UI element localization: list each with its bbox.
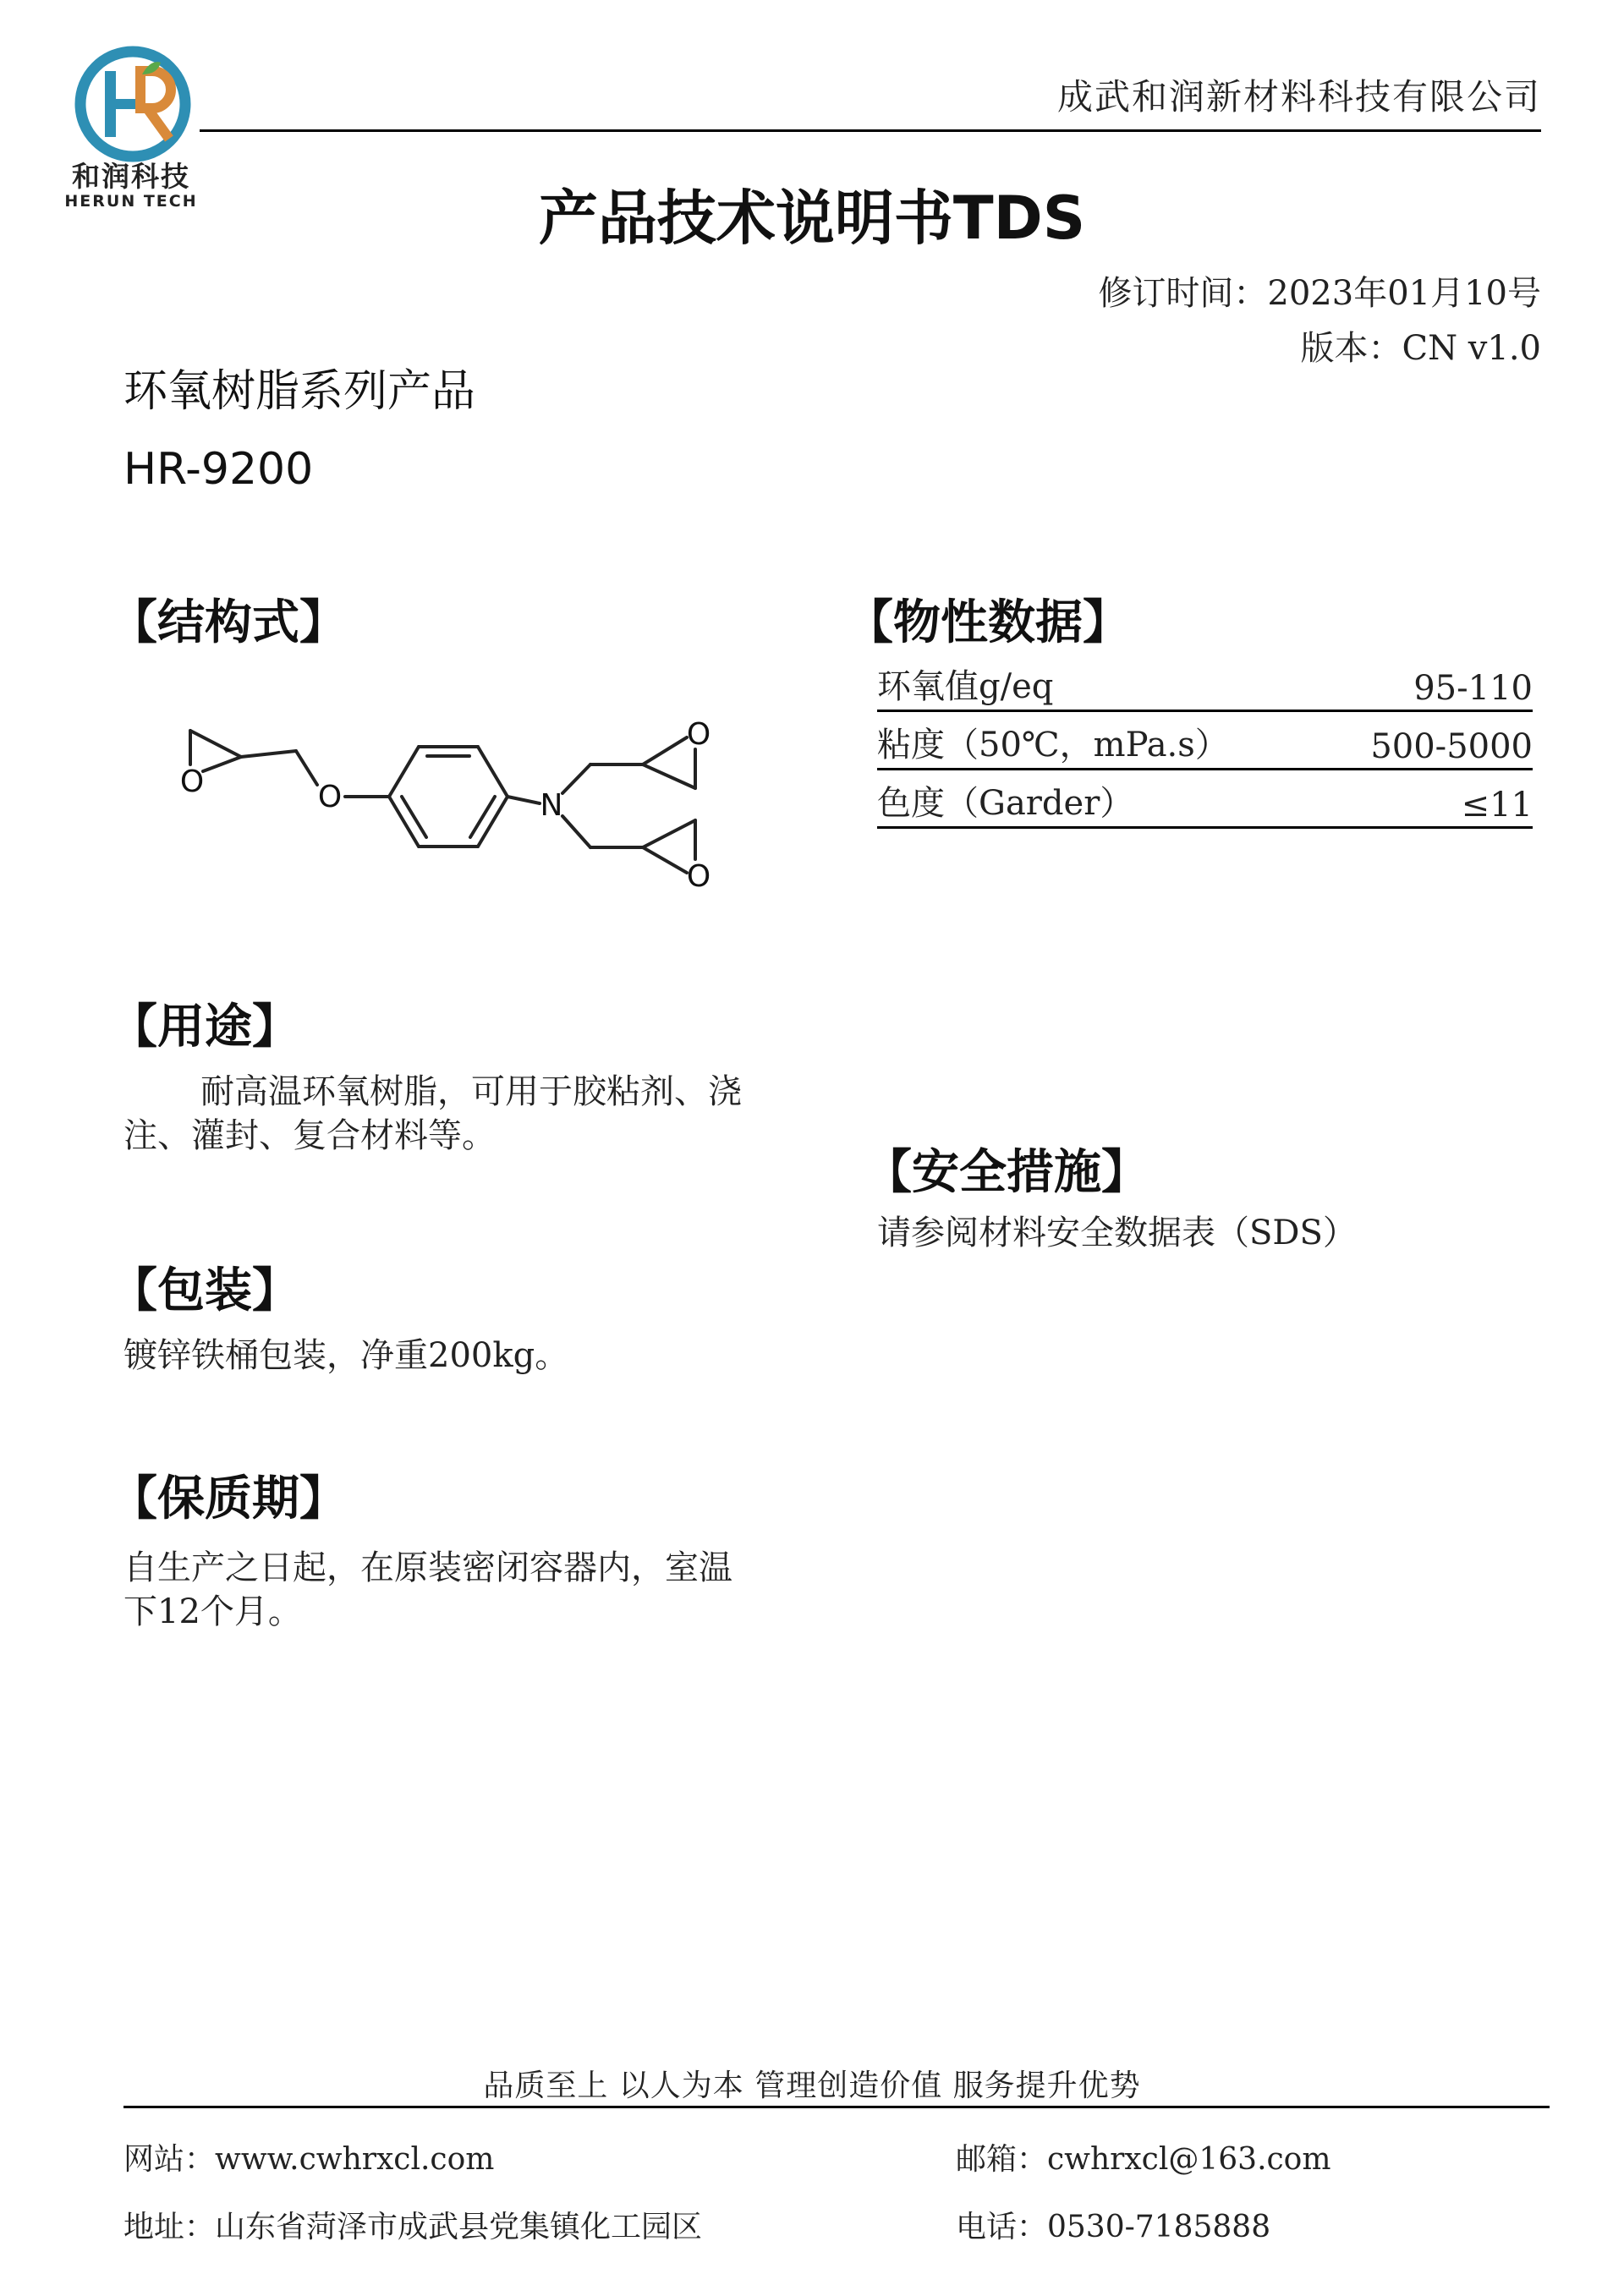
usage-heading: 【用途】: [110, 1000, 299, 1055]
property-value: 95-110: [1413, 669, 1533, 708]
company-logo-icon: [69, 41, 196, 167]
atom-o-upper-epoxide: O: [686, 717, 711, 752]
version-label: 版本：CN v1.0: [1300, 329, 1541, 368]
property-value: ≤11: [1461, 786, 1533, 825]
packaging-heading: 【包装】: [110, 1263, 299, 1318]
document-title: 产品技术说明书TDS: [538, 184, 1086, 253]
footer-phone: 电话：0530-7185888: [956, 2210, 1271, 2244]
structure-heading: 【结构式】: [110, 595, 347, 650]
atom-o-lower-epoxide: O: [686, 859, 711, 894]
footer-website[interactable]: 网站：www.cwhrxcl.com: [123, 2142, 495, 2177]
atom-o-left-epoxide: O: [179, 764, 205, 799]
atom-n: N: [540, 788, 563, 823]
usage-text-line-2: 注、灌封、复合材料等。: [123, 1116, 496, 1155]
property-row-color: [877, 770, 1533, 829]
property-row-epoxy-value: [877, 654, 1533, 712]
shelf-life-heading: 【保质期】: [110, 1471, 347, 1526]
usage-text-line-1: 耐高温环氧树脂，可用于胶粘剂、浇: [200, 1072, 742, 1111]
property-value: 500-5000: [1370, 727, 1533, 766]
property-label: 环氧值g/eq: [877, 667, 1054, 706]
product-series: 环氧树脂系列产品: [123, 366, 476, 417]
footer-slogan: 品质至上 以人为本 管理创造价值 服务提升优势: [483, 2069, 1141, 2103]
company-name: 成武和润新材料科技有限公司: [1056, 76, 1541, 118]
atom-o-ether: O: [317, 780, 343, 814]
footer-email[interactable]: 邮箱：cwhrxcl@163.com: [956, 2142, 1331, 2177]
header-divider: [200, 129, 1541, 132]
product-model: HR-9200: [123, 444, 314, 495]
properties-heading: 【物性数据】: [846, 595, 1130, 650]
safety-text: 请参阅材料安全数据表（SDS）: [877, 1214, 1357, 1252]
footer-divider: [123, 2106, 1550, 2108]
revision-date: 修订时间：2023年01月10号: [1098, 274, 1541, 313]
packaging-text: 镀锌铁桶包装，净重200kg。: [123, 1336, 569, 1375]
property-label: 色度（Garder）: [877, 784, 1134, 823]
property-label: 粘度（50℃，mPa.s）: [877, 726, 1229, 764]
shelf-life-line-1: 自生产之日起，在原装密闭容器内，室温: [123, 1548, 732, 1587]
shelf-life-line-2: 下12个月。: [123, 1592, 302, 1631]
logo-text-en: HERUN TECH: [64, 192, 198, 211]
safety-heading: 【安全措施】: [864, 1145, 1149, 1200]
property-row-viscosity: [877, 712, 1533, 770]
properties-table: [877, 654, 1533, 829]
footer-address: 地址：山东省菏泽市成武县党集镇化工园区: [123, 2210, 703, 2244]
chemical-structure-diagram: [161, 693, 753, 930]
logo-text-cn: 和润科技: [72, 160, 190, 193]
